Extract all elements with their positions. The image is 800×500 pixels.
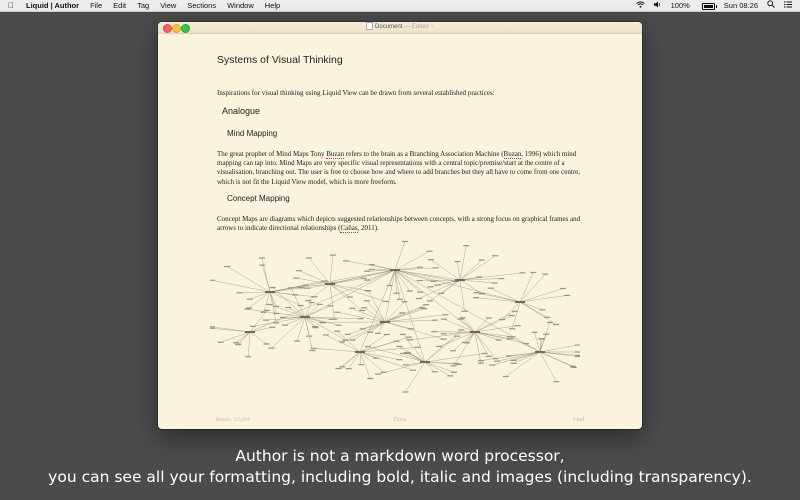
menu-view[interactable]: View bbox=[160, 1, 177, 10]
caption-line-2: you can see all your formatting, including bold, italic and images (including transparency). bbox=[48, 468, 752, 486]
done-button[interactable]: Done bbox=[393, 417, 407, 423]
heading-concept-mapping[interactable]: Concept Mapping bbox=[227, 194, 290, 203]
menu-sections[interactable]: Sections bbox=[187, 1, 217, 10]
document-icon bbox=[366, 22, 373, 30]
search-icon[interactable] bbox=[767, 0, 775, 11]
concept-map-image[interactable] bbox=[210, 222, 580, 394]
title-bar[interactable] bbox=[158, 22, 642, 34]
menu-edit[interactable]: Edit bbox=[113, 1, 127, 10]
heading-mind-mapping[interactable]: Mind Mapping bbox=[227, 129, 278, 138]
document-window bbox=[158, 22, 642, 429]
paragraph-concept-mapping[interactable]: Concept Maps are diagrams which depicts suggested relationships between concepts, with a strong focus on graphical frames and arrows to indicate directional relationships (Cañas, 2011). bbox=[217, 215, 581, 233]
heading-analogue[interactable]: Analogue bbox=[222, 106, 261, 116]
clock[interactable]: Sun 08:26 bbox=[723, 1, 758, 10]
misspelled-word[interactable]: Buzan bbox=[503, 150, 522, 158]
menu-bar bbox=[0, 0, 800, 12]
apple-icon[interactable] bbox=[8, 0, 18, 11]
misspelled-word[interactable]: Buzan bbox=[326, 150, 345, 158]
find-button[interactable]: Find bbox=[572, 417, 584, 423]
promo-caption bbox=[0, 446, 800, 488]
status-area bbox=[627, 0, 792, 11]
document-title[interactable]: Systems of Visual Thinking bbox=[217, 54, 343, 66]
word-count: Words: 10,004 bbox=[215, 417, 250, 423]
window-title: Document — Edited ~ bbox=[158, 22, 642, 33]
battery-icon[interactable] bbox=[693, 0, 715, 11]
intro-paragraph[interactable]: Inspirations for visual thinking using Liquid View can be drawn from several established practices: bbox=[217, 89, 495, 97]
wifi-icon[interactable] bbox=[636, 0, 645, 11]
menu-file[interactable]: File bbox=[90, 1, 103, 10]
edited-indicator[interactable]: — Edited ~ bbox=[404, 24, 434, 30]
notification-center-icon[interactable] bbox=[784, 0, 792, 11]
menu-window[interactable]: Window bbox=[227, 1, 254, 10]
misspelled-word[interactable]: Cañas bbox=[340, 224, 358, 233]
menu-tag[interactable]: Tag bbox=[137, 1, 150, 10]
caption-line-1: Author is not a markdown word processor, bbox=[235, 447, 565, 465]
battery-percent[interactable]: 100% bbox=[670, 1, 690, 10]
volume-icon[interactable] bbox=[654, 0, 662, 11]
menu-help[interactable]: Help bbox=[264, 1, 281, 10]
status-footer bbox=[158, 414, 642, 428]
menu-app[interactable]: Liquid | Author bbox=[26, 1, 80, 10]
paragraph-mind-mapping[interactable]: The great prophet of Mind Maps Tony Buzan refers to the brain as a Branching Association Machine (Buzan, 1996) which mind mapping can tap into. Mind Maps are very specific visual representations with a central topic/premise/start at the centre of a visualisation, branching out. The user is free to choose how and where to add branches but they all have to come from one centre, which is not fit the Liquid View model, which is more freeform. bbox=[217, 150, 580, 186]
